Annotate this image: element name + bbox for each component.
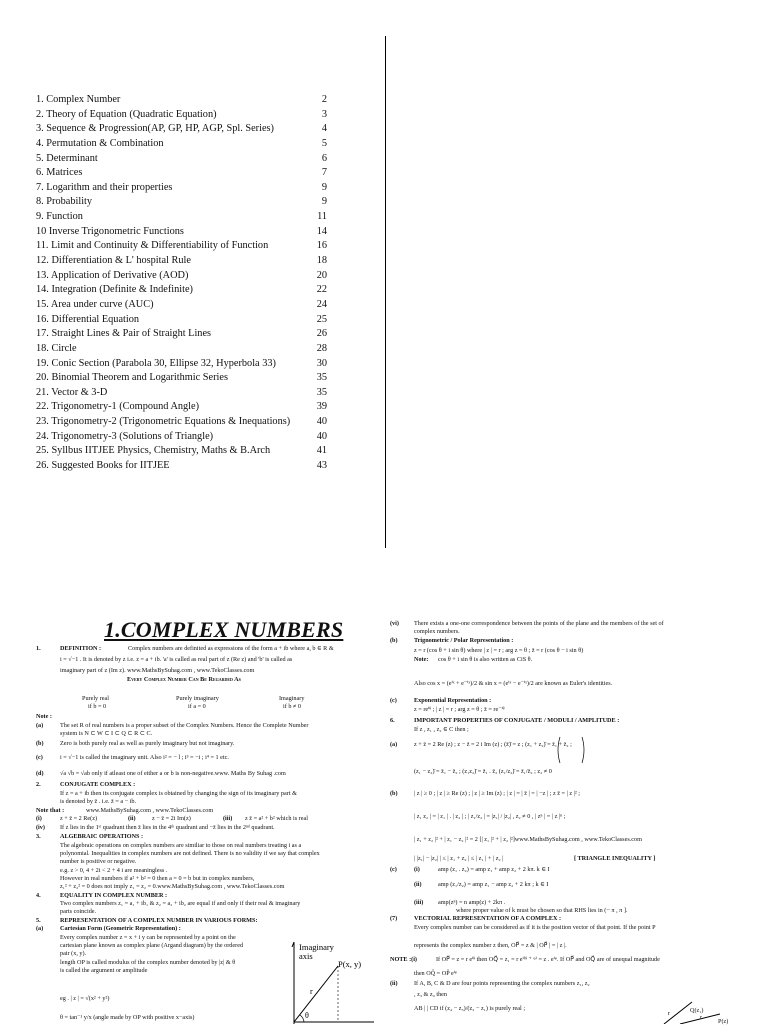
argument-formula: θ = tan⁻¹ y/x (angle made by OP with positive x−axis) [60, 1014, 195, 1021]
axis-label: axis [299, 951, 313, 961]
section-4-text-1: Two complex numbers z₁ = a₁ + ib₁ & z₂ = a₂ + ib₂ are equal if and only if their real & imaginary [60, 900, 301, 907]
property-b-text-3: | z₁ + z₂ |² + | z₁ − z₂ |² = 2 [| z₁ |² + | z₂ |²]www.MathsBySuhag.com , www.TekoClasses.com [414, 836, 642, 843]
section-4-text-2: parts coincide. [60, 908, 97, 915]
toc-entry-page: 16 [316, 240, 327, 252]
toc-entry-title: 5. Determinant [36, 152, 98, 164]
property-c-label: (c) [390, 866, 397, 873]
note-2-text: If OP⃗ = z = r eⁱᶿ then OQ⃗ = z₁ = r eⁱ⁽ᶿ ⁺ ᵠ⁾ = z . eⁱᵠ. If OP⃗ and OQ⃗ are of unequal magnitude [436, 956, 660, 963]
toc-entry-title: 8. Probability [36, 196, 93, 208]
toc-entry-page: 30 [316, 357, 327, 369]
property-i-label: (i) [36, 815, 42, 822]
section-5a-label: (a) [36, 925, 44, 932]
section-5a-text-5: is called the argument or amplitude [60, 967, 148, 974]
property-i-text: z + z̄ = 2 Re(z) [60, 815, 98, 822]
note-b-text: Zero is both purely real as well as purely imaginary but not imaginary. [60, 740, 235, 747]
polar-note-text: cos θ + i sin θ is also written as CiS θ. [438, 656, 533, 663]
note-that-label: Note that : [36, 807, 65, 814]
toc-entry[interactable] [36, 166, 336, 181]
section-6-number: 6. [390, 717, 395, 724]
angle-arc [300, 1015, 304, 1022]
section-2-text-1: If z = a + ib then its conjugate complex is obtained by changing the sign of its imaginary part & [60, 790, 297, 797]
toc-entry-title: 7. Logarithm and their properties [36, 181, 173, 193]
polar-text-1: z = r (cos θ + i sin θ) where | z | = r ; arg z = θ ; z̄ = r (cos θ − i sin θ) [414, 647, 584, 654]
toc-entry-page: 5 [321, 137, 327, 149]
amp-i-text: amp (z₁ . z₂) = amp z₁ + amp z₂ + 2 kπ. k ∈ I [438, 866, 550, 873]
section-7-text-2: represents the complex number z then, OP⃗ = z & | OP⃗ | = | z |. [414, 942, 567, 949]
toc-entry-title: 13. Application of Derivative (AOD) [36, 269, 189, 281]
toc-entry-page: 18 [316, 255, 327, 267]
note-d-label: (d) [36, 770, 44, 777]
toc-entry-title: 17. Straight Lines & Pair of Straight Lines [36, 328, 212, 340]
toc-entry-title: 2. Theory of Equation (Quadratic Equation) [36, 108, 217, 120]
toc-entry-page: 9 [321, 196, 327, 208]
note-2-ii-text-2: , z₃ & z₄ then [414, 991, 448, 998]
note-2-label: NOTE :(i) [390, 956, 417, 963]
definition-text-1: Complex numbers are definited as expressions of the form a + ib where a, b ∈ R & [128, 645, 334, 652]
note-a-label: (a) [36, 722, 44, 729]
euler-identities: Also cos x = (eⁱˣ + e⁻ⁱˣ)/2 & sin x = (eⁱˣ − e⁻ⁱˣ)/2 are known as Euler's identities. [414, 680, 613, 687]
property-iv-text: If z lies in the 1ˢᵗ quadrant then z̄ lies in the 4ᵗʰ quadrant and −z̄ lies in the 2ⁿᵈ quadrant. [60, 824, 275, 831]
point-vi-label: (vi) [390, 620, 399, 627]
toc-entry[interactable] [36, 239, 336, 254]
toc-entry-title: 11. Limit and Continuity & Differentiability of Function [36, 240, 269, 252]
purely-real-label: Purely real [82, 695, 109, 702]
toc-entry-page: 3 [321, 108, 327, 120]
section-7-text-1: Every complex number can be considered as if it is the position vector of that point. If the point P [414, 924, 656, 931]
amp-iii-text: amp(zⁿ) = n amp(z) + 2kπ . [438, 899, 506, 906]
toc-entry-title: 20. Binomial Theorem and Logarithmic Series [36, 372, 228, 384]
triangle-inequality-caption: [ TRIANGLE INEQUALITY ] [574, 855, 656, 862]
toc-entry-page: 7 [321, 167, 327, 179]
toc-entry-page: 25 [316, 313, 327, 325]
toc-entry-page: 6 [321, 152, 327, 164]
purely-imaginary-label: Purely imaginary [176, 695, 219, 702]
property-ii-text: z − z̄ = 2i Im(z) [152, 815, 191, 822]
imaginary-label: Imaginary [279, 695, 305, 702]
toc-entry-title: 16. Differential Equation [36, 313, 140, 325]
toc-entry[interactable] [36, 283, 336, 298]
toc-entry-page: 35 [316, 372, 327, 384]
section-6-title: IMPORTANT PROPERTIES OF CONJUGATE / MODULI / AMPLITUDE : [414, 717, 620, 724]
note-that-text: www.MathsBySuhag.com , www.TekoClasses.com [86, 807, 214, 814]
toc-entry[interactable] [36, 269, 336, 284]
toc-entry-page: 39 [316, 401, 327, 413]
toc-entry-page: 40 [316, 416, 327, 428]
toc-entry[interactable] [36, 415, 336, 430]
note-c-text: i = √−1 is called the imaginary unit. Also i² = − l ; i³ = −i ; i⁴ = 1 etc. [60, 754, 229, 761]
radius-label: r [310, 987, 313, 996]
section-5a-title: Cartesian Form (Geometric Representation) : [60, 925, 181, 932]
section-7-number: (7) [390, 915, 398, 922]
section-2-number: 2. [36, 781, 41, 788]
definition-text-3: imaginary part of z (Im z). www.MathsBySuhag.com , www.TekoClasses.com [60, 667, 255, 674]
toc-entry-title: 12. Differentiation & L' hospital Rule [36, 255, 191, 267]
theta-label: θ [305, 1011, 309, 1020]
property-a-text-2: (z₁ − z₂)̄ = z̄₁ − z̄₂ ; (z₁z₂)̄ = z̄₁ . z̄₂ (z₁/z₂)̄ = z̄₁/z̄₂ ; z₂ ≠ 0 [414, 768, 552, 775]
property-a-text-1: z + z̄ = 2 Re (z) ; z − z̄ = 2 i Im (z) ; (z̄)̄ = z ; (z₁ + z₂)̄ = z̄₁ + z̄₂ ; [414, 741, 572, 748]
toc-entry-title: 3. Sequence & Progression(AP, GP, HP, AGP, Spl. Series) [36, 123, 274, 135]
note-2-ii-text-3: AB | | CD if (z₄ − z₃)/(z₂ − z₁) is purely real ; [414, 1005, 526, 1012]
toc-entry[interactable] [36, 371, 336, 386]
section-3-text-1: The algebraic operations on complex numbers are similiar to those on real numbers treating i as a [60, 842, 302, 849]
note-c-label: (c) [36, 754, 43, 761]
toc-entry-page: 14 [316, 225, 327, 237]
toc-entry-title: 19. Conic Section (Parabola 30, Ellipse 32, Hyperbola 33) [36, 357, 276, 369]
purely-real-condition: if b = 0 [88, 703, 107, 710]
toc-entry-page: 2 [321, 94, 327, 105]
toc-entry-title: 10 Inverse Trigonometric Functions [36, 225, 184, 237]
polar-note-label: Note: [414, 656, 429, 663]
toc-entry[interactable] [36, 400, 336, 415]
property-b-text-2: | z₁ z₂ | = | z₁ | . | z₂ | ; | z₁/z₂ | = |z₁| / |z₂| , z₂ ≠ 0 , | zⁿ | = | z |ⁿ ; [414, 813, 566, 820]
chapter-heading: 1.COMPLEX NUMBERS [104, 617, 344, 642]
toc-entry[interactable] [36, 327, 336, 342]
regarded-as-caption: Every Complex Number Can Be Regarded As [127, 676, 241, 683]
toc-entry[interactable] [36, 444, 336, 459]
toc-entry-page: 28 [316, 342, 327, 354]
section-3-text-3: number is positive or negative. [60, 858, 137, 865]
toc-entry-title: 21. Vector & 3-D [36, 386, 108, 398]
toc-entry-page: 40 [316, 430, 327, 442]
table-of-contents [36, 93, 336, 474]
toc-entry[interactable] [36, 386, 336, 401]
note-a-text-2: system is N ⊂ W ⊂ I ⊂ Q ⊂ R ⊂ C. [60, 730, 153, 737]
definition-number: 1. [36, 645, 41, 652]
toc-entry-page: 43 [316, 460, 327, 472]
toc-entry[interactable] [36, 152, 336, 167]
toc-entry[interactable] [36, 342, 336, 357]
toc-entry[interactable] [36, 313, 336, 328]
section-3-number: 3. [36, 833, 41, 840]
toc-entry-page: 4 [321, 123, 327, 135]
toc-entry-page: 24 [316, 298, 327, 310]
property-b-text-1: | z | ≥ 0 ; | z | ≥ Re (z) ; | z | ≥ Im (z) ; | z | = | z̄ | = | −z | ; z z̄ = | z |² ; [414, 790, 581, 797]
section-2-title: CONJUGATE COMPLEX : [60, 781, 136, 788]
section-4-number: 4. [36, 892, 41, 899]
toc-entry[interactable] [36, 137, 336, 152]
toc-entry-title: 18. Circle [36, 342, 77, 354]
exponential-title: Exponential Representation : [414, 697, 492, 704]
triangle-inequality: | |z₁| − |z₂| | ≤ | z₁ + z₂ | ≤ | z₁ | + | z₂ | [414, 855, 504, 862]
section-5-number: 5. [36, 917, 41, 924]
section-3-text-6: z₁² + z₂² = 0 does not imply z₁ = z₂ = 0.www.MathsBySuhag.com , www.TekoClasses.com [60, 883, 285, 890]
point-p-label-2: P(z) [718, 1018, 729, 1025]
point-vi-text-2: complex numbers. [414, 628, 460, 635]
note-2-ii-label: (ii) [390, 980, 398, 987]
radius-label-2: r [700, 1014, 703, 1021]
section-2-text-2: is denoted by z̄ . i.e. z̄ = a − ib. [60, 798, 137, 805]
toc-entry[interactable] [36, 298, 336, 313]
property-iii-text: z z̄ = a² + b² which is real [245, 815, 308, 822]
section-5a-text-2: cartesian plane known as complex plane (Argand diagram) by the ordered [60, 942, 244, 949]
property-b-label: (b) [390, 790, 398, 797]
toc-entry-page: 11 [317, 211, 327, 223]
toc-entry-page: 9 [321, 181, 327, 193]
toc-entry-page: 22 [316, 284, 327, 296]
property-iv-label: (iv) [36, 824, 45, 831]
section-5a-text-3: pair (x, y). [60, 950, 87, 957]
toc-entry[interactable] [36, 93, 336, 108]
argand-diagram [288, 938, 378, 1024]
toc-entry-page: 35 [316, 386, 327, 398]
polar-title: Trignometric / Polar Representation : [414, 637, 514, 644]
note-label: Note : [36, 713, 52, 720]
polar-label: (b) [390, 637, 398, 644]
section-3-text-5: However in real numbers if a² + b² = 0 then a = 0 = b but in complex numbers, [60, 875, 255, 882]
point-vi-text-1: There exists a one-one correspondence between the points of the plane and the members of the set of [414, 620, 664, 627]
definition-title: DEFINITION : [60, 645, 102, 652]
toc-entry[interactable] [36, 122, 336, 137]
section-7-title: VECTORIAL REPRESENTATION OF A COMPLEX : [414, 915, 562, 922]
section-5-title: REPRESENTATION OF A COMPLEX NUMBER IN VARIOUS FORMS: [60, 917, 258, 924]
toc-entry-title: 1. Complex Number [36, 94, 121, 105]
amp-iii-note: where proper value of k must be chosen so that RHS lies in (− π , π ]. [456, 907, 628, 914]
definition-text-2: i = √−1 . It is denoted by z i.e. z = a + ib. 'a' is called as real part of z (Re z) and 'b' is called as [60, 656, 293, 663]
toc-entry-title: 22. Trigonometry-1 (Compound Angle) [36, 401, 200, 413]
note-d-text: √a √b = √ab only if atleast one of either a or b is non-negative.www. Maths By Suhag .com [60, 770, 286, 777]
radius-vector-line [294, 966, 338, 1022]
toc-entry[interactable] [36, 430, 336, 445]
note-2-ii-text-1: If A, B, C & D are four points representing the complex numbers z₁, z₂ [414, 980, 590, 987]
toc-entry-title: 23. Trigonometry-2 (Trigonometric Equations & Inequations) [36, 416, 291, 428]
toc-entry-title: 24. Trigonometry-3 (Solutions of Triangle) [36, 430, 214, 442]
toc-entry[interactable] [36, 195, 336, 210]
purely-imaginary-condition: if a = 0 [188, 703, 206, 710]
toc-entry[interactable] [36, 181, 336, 196]
toc-entry[interactable] [36, 210, 336, 225]
toc-entry-title: 4. Permutation & Combination [36, 137, 164, 149]
toc-entry-title: 14. Integration (Definite & Indefinite) [36, 284, 193, 296]
toc-entry-title: 6. Matrices [36, 167, 83, 179]
toc-entry-title: 15. Area under curve (AUC) [36, 298, 154, 310]
amp-iii-label: (iii) [414, 899, 424, 906]
amp-ii-text: amp (z₁/z₂) = amp z₁ − amp z₂ + 2 kπ ; k ∈ I [438, 881, 549, 888]
point-q-label: Q(z₁) [690, 1007, 704, 1014]
page-divider-line [385, 36, 386, 548]
toc-entry-page: 20 [316, 269, 327, 281]
section-3-text-4: e.g. z > 0, 4 + 2i < 2 + 4 i are meaningless . [60, 867, 168, 874]
amp-i-label: (i) [414, 866, 420, 873]
radius-label-1: r [668, 1010, 671, 1017]
imaginary-axis-label: Imaginary [299, 942, 334, 952]
section-5a-text-4: length OP is called modulus of the complex number denoted by |z| & θ [60, 959, 236, 966]
toc-entry-title: 26. Suggested Books for IITJEE [36, 460, 170, 472]
section-3-text-2: polynomial. Inequalities in complex numbers are not defined. There is no validity if we say that complex [60, 850, 320, 857]
point-p-label: P(x, y) [338, 959, 362, 969]
toc-entry-title: 9. Function [36, 211, 83, 223]
property-a-label: (a) [390, 741, 398, 748]
toc-entry[interactable] [36, 108, 336, 123]
toc-entry[interactable] [36, 357, 336, 372]
section-6-text: If z , z₁ , z₂ ∈ C then ; [414, 726, 469, 733]
toc-entry[interactable] [36, 225, 336, 240]
note-2-text-2: then OQ̂ = OP̂ eⁱᵠ [414, 970, 458, 977]
exponential-text: z = reⁱᶿ ; | z | = r ; arg z = θ ; z̄ = re⁻ⁱᶿ [414, 706, 505, 713]
modulus-formula: eg . | z | = √(x² + y²) [60, 995, 110, 1002]
toc-entry-title: 25. Syllbus IITJEE Physics, Chemistry, Maths & B.Arch [36, 445, 271, 457]
property-ii-label: (ii) [128, 815, 136, 822]
matrix-fraction-box [556, 735, 586, 765]
property-iii-label: (iii) [223, 815, 233, 822]
toc-entry-page: 41 [316, 445, 327, 457]
exponential-label: (c) [390, 697, 397, 704]
note-a-text-1: The set R of real numbers is a proper subset of the Complex Numbers. Hence the Complete Number [60, 722, 309, 729]
toc-entry[interactable] [36, 459, 336, 474]
section-5a-text-1: Every complex number z = x + i y can be represented by a point on the [60, 934, 236, 941]
imaginary-condition: if b ≠ 0 [283, 703, 302, 710]
note-b-label: (b) [36, 740, 44, 747]
amp-ii-label: (ii) [414, 881, 422, 888]
toc-entry-page: 26 [316, 328, 327, 340]
section-3-title: ALGEBRAIC OPERATIONS : [60, 833, 144, 840]
toc-entry[interactable] [36, 254, 336, 269]
section-4-title: EQUALITY IN COMPLEX NUMBER : [60, 892, 168, 899]
